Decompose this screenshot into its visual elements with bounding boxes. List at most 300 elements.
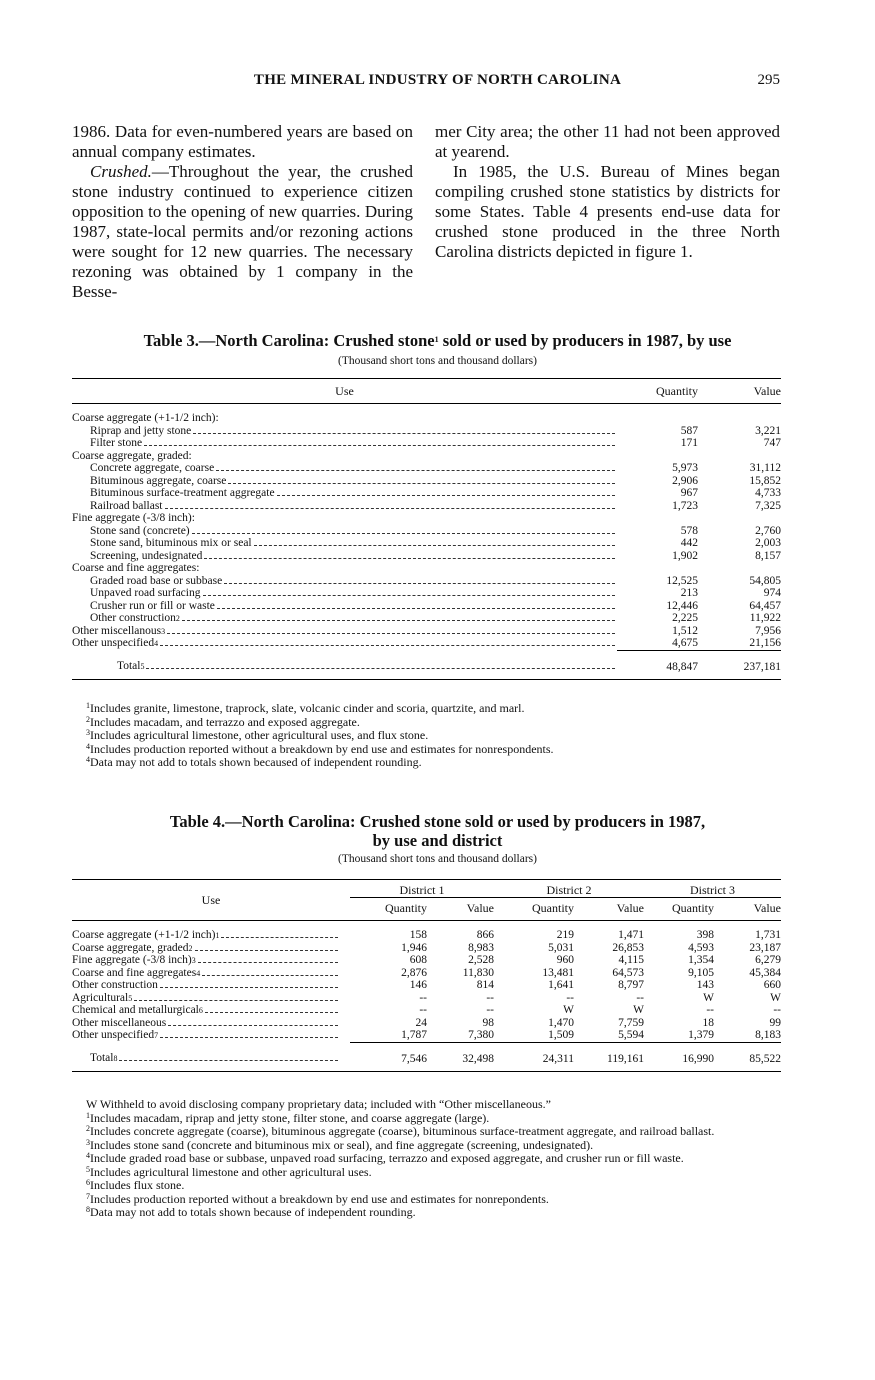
row-label-cell xyxy=(72,1042,350,1072)
dot-leader xyxy=(228,483,615,484)
value-cell: W xyxy=(633,1004,644,1016)
row-label-cell xyxy=(72,562,617,575)
row-label: Coarse and fine aggregates 4 xyxy=(72,967,340,980)
dot-leader xyxy=(204,558,615,559)
total-value-cell: 237,181 xyxy=(743,660,781,673)
table-row xyxy=(72,929,781,942)
dot-leader xyxy=(168,1025,338,1026)
footnote-text: Includes granite, limestone, traprock, slate, volcanic cinder and scoria, quartzite, and marl. xyxy=(90,701,525,715)
value-cell: 660 xyxy=(763,979,781,991)
total-value-cell: 32,498 xyxy=(462,1052,494,1065)
dot-leader xyxy=(195,950,338,951)
quantity-cell: W xyxy=(703,991,714,1004)
table3-body xyxy=(72,404,781,680)
row-label-cell xyxy=(72,550,617,563)
footnote-marker: 1 xyxy=(86,1110,90,1120)
table-row xyxy=(72,600,781,613)
row-label-cell xyxy=(72,412,617,425)
table4-title-line: Table 4.—North Carolina: Crushed stone sold or used by producers in 1987, xyxy=(169,812,706,831)
dot-leader xyxy=(144,445,615,446)
row-label: Coarse aggregate (+1-1/2 inch) 1 xyxy=(72,929,340,942)
quantity-cell: 12,525 xyxy=(666,574,698,587)
footnote-text: W Withheld to avoid disclosing company proprietary data; included with “Other miscellaneous.” xyxy=(86,1097,551,1111)
row-label xyxy=(90,475,617,488)
table3-subtitle: (Thousand short tons and thousand dollars) xyxy=(338,355,537,367)
footnote-marker: 2 xyxy=(86,714,90,724)
row-label-text: Bituminous surface-treatment aggregate xyxy=(90,487,275,499)
footnote-text: Include graded road base or subbase, unpaved road surfacing, terrazzo and exposed aggregate, and crusher run or fill waste. xyxy=(90,1151,684,1165)
table-row xyxy=(72,967,781,980)
table-row xyxy=(72,425,781,438)
value-cell: 45,384 xyxy=(749,966,781,979)
value-cell: 814 xyxy=(476,979,494,991)
table-row xyxy=(72,637,781,650)
dot-leader xyxy=(277,495,615,496)
value-cell: 1,471 xyxy=(618,929,644,941)
row-label-text: Stone sand (concrete) xyxy=(90,524,190,537)
total-quantity-cell: 7,546 xyxy=(401,1052,427,1065)
dot-leader xyxy=(146,668,615,669)
footnote xyxy=(72,756,781,770)
footnote-marker: 4 xyxy=(86,741,90,751)
column-header-use: Use xyxy=(201,892,221,907)
quantity-cell: 2,225 xyxy=(672,612,698,624)
dot-leader xyxy=(182,620,615,621)
footnote-marker: 6 xyxy=(86,1178,90,1187)
dot-leader xyxy=(167,633,615,634)
table-row xyxy=(72,979,781,992)
row-label-cell xyxy=(72,650,617,680)
body-paragraph xyxy=(72,162,413,302)
value-cell: -- xyxy=(773,1004,781,1016)
row-label xyxy=(90,487,617,500)
row-label-text: Agricultural xyxy=(72,991,129,1004)
row-label xyxy=(90,550,617,563)
district-header: District 2 xyxy=(494,880,644,898)
quantity-cell: 398 xyxy=(696,929,714,941)
value-cell: 11,922 xyxy=(749,612,781,624)
footnote-marker: 3 xyxy=(86,728,90,737)
footnote-text: Includes concrete aggregate (coarse), bituminous aggregate (coarse), bituminous surface-treatment aggregate, and railroad ballast. xyxy=(90,1124,715,1138)
quantity-cell: 4,593 xyxy=(688,941,714,954)
quantity-cell: 5,973 xyxy=(672,462,698,474)
district-header: District 3 xyxy=(644,880,781,898)
table-row xyxy=(72,1029,781,1042)
column-header-value: Value xyxy=(753,900,781,915)
row-label-cell xyxy=(72,967,350,980)
row-label-text: Coarse and fine aggregates: xyxy=(72,562,200,574)
total-value-cell: 85,522 xyxy=(749,1052,781,1065)
row-label xyxy=(90,437,617,450)
table4 xyxy=(72,879,781,1072)
table-row xyxy=(72,475,781,488)
row-label-text: Concrete aggregate, coarse xyxy=(90,462,215,474)
quantity-cell: 9,105 xyxy=(688,966,714,979)
value-cell: 8,183 xyxy=(714,1029,781,1042)
quantity-cell: 587 xyxy=(680,424,698,437)
footnote-text: Data may not add to totals shown becaused of independent rounding. xyxy=(90,755,422,769)
dot-leader xyxy=(205,1012,338,1013)
table4-title-line: by use and district xyxy=(372,831,503,850)
row-label-text: Coarse aggregate (+1-1/2 inch): xyxy=(72,412,219,424)
total-quantity-cell: 24,311 xyxy=(542,1052,574,1065)
row-label xyxy=(72,450,617,463)
table-row xyxy=(72,612,781,625)
spacer-row xyxy=(72,404,781,413)
quantity-cell: 1,509 xyxy=(494,1029,574,1042)
row-label-text: Other unspecified xyxy=(72,637,155,650)
value-cell: 31,112 xyxy=(749,462,781,474)
table-row xyxy=(72,992,781,1005)
quantity-cell: 219 xyxy=(556,929,574,941)
column-header-value: Value xyxy=(466,900,494,915)
value-cell xyxy=(698,450,781,463)
column-header-quantity: Quantity xyxy=(385,900,427,915)
dot-leader xyxy=(119,1060,338,1061)
quantity-cell: 143 xyxy=(696,979,714,991)
table-row xyxy=(72,537,781,550)
column-header-quantity: Quantity xyxy=(656,383,698,398)
row-label-text: Stone sand, bituminous mix or seal xyxy=(90,537,252,549)
quantity-cell xyxy=(617,412,698,425)
dot-leader xyxy=(193,433,615,434)
quantity-cell: 18 xyxy=(702,1016,714,1029)
footnote-text: Includes stone sand (concrete and bituminous mix or seal), and fine aggregate (screening, undesignated). xyxy=(90,1137,594,1152)
quantity-cell: 442 xyxy=(680,537,698,549)
row-label-text: Filter stone xyxy=(90,437,143,449)
row-label-cell xyxy=(72,612,617,625)
footnote xyxy=(72,729,781,743)
row-label-text: Screening, undesignated xyxy=(90,549,203,562)
table4-footnotes xyxy=(72,1098,781,1220)
quantity-cell: 213 xyxy=(680,587,698,599)
body-left-column xyxy=(72,122,413,302)
quantity-cell: 1,787 xyxy=(350,1029,427,1042)
row-label: Other unspecified 7 xyxy=(72,1029,340,1042)
dot-leader xyxy=(160,987,338,988)
footnote-marker: 7 xyxy=(86,1191,90,1201)
value-cell: -- xyxy=(486,1004,494,1016)
row-label xyxy=(72,562,617,575)
quantity-cell: 146 xyxy=(409,979,427,991)
value-cell: -- xyxy=(486,991,494,1004)
quantity-cell: 967 xyxy=(680,487,698,499)
value-cell xyxy=(698,412,781,425)
row-label-cell xyxy=(72,525,617,538)
value-cell: 2,003 xyxy=(755,537,781,549)
row-label-text: Coarse and fine aggregates xyxy=(72,966,197,979)
value-cell: 98 xyxy=(482,1016,494,1029)
row-label-text: Unpaved road surfacing xyxy=(90,587,201,599)
quantity-cell: 171 xyxy=(680,437,698,449)
footnote xyxy=(72,1098,781,1112)
table4-title xyxy=(0,812,875,850)
value-cell: 54,805 xyxy=(749,574,781,587)
row-label-cell xyxy=(72,1029,350,1042)
footnote-text: Includes agricultural limestone and other agricultural uses. xyxy=(90,1164,372,1179)
dot-leader xyxy=(203,595,616,596)
value-cell: 8,983 xyxy=(468,941,494,954)
footnote-marker: 1 xyxy=(86,701,90,710)
run-in-heading: Crushed. xyxy=(90,162,152,181)
table3-title-text: sold or used by producers in 1987, by use xyxy=(438,331,732,350)
column-header-quantity: Quantity xyxy=(672,900,714,915)
table-row xyxy=(72,550,781,563)
row-label-cell xyxy=(72,929,350,942)
quantity-cell: 578 xyxy=(680,524,698,537)
footnote xyxy=(72,743,781,757)
total-quantity-cell: 48,847 xyxy=(666,660,698,673)
row-label-cell xyxy=(72,450,617,463)
row-label-text: Chemical and metallurgical xyxy=(72,1004,199,1016)
dot-leader xyxy=(192,533,615,534)
body-paragraph: In 1985, the U.S. Bureau of Mines began compiling crushed stone statistics by districts for some States. Table 4 presents end-use data for crushed stone produced in the three North Carolina districts depicted in figure 1. xyxy=(435,162,780,261)
row-label-cell xyxy=(72,1004,350,1017)
row-label-cell xyxy=(72,437,617,450)
row-label-text: Coarse aggregate, graded: xyxy=(72,449,192,462)
value-cell: 6,279 xyxy=(755,954,781,966)
quantity-cell xyxy=(617,450,698,463)
row-label-cell xyxy=(72,942,350,955)
quantity-cell: W xyxy=(563,1004,574,1016)
quantity-cell: 13,481 xyxy=(542,966,574,979)
value-cell: 1,731 xyxy=(755,929,781,941)
row-label xyxy=(72,1017,340,1030)
footnote-marker: 3 xyxy=(86,1137,90,1147)
footnote-marker: 2 xyxy=(86,1124,90,1133)
quantity-cell: -- xyxy=(419,991,427,1004)
row-label-cell xyxy=(72,500,617,513)
table3 xyxy=(72,378,781,680)
total-quantity-cell: 16,990 xyxy=(682,1052,714,1065)
value-cell xyxy=(698,562,781,575)
quantity-cell: 2,876 xyxy=(401,966,427,979)
table-row xyxy=(72,575,781,588)
row-label: Agricultural 5 xyxy=(72,992,340,1005)
row-label xyxy=(90,537,617,550)
value-cell: 7,380 xyxy=(427,1029,494,1042)
table-row xyxy=(72,942,781,955)
quantity-cell: 2,906 xyxy=(672,474,698,487)
row-label-cell xyxy=(72,625,617,638)
row-label xyxy=(90,425,617,438)
row-label-text: Crusher run or fill or waste xyxy=(90,599,215,612)
row-label-text: Other unspecified xyxy=(72,1029,155,1042)
quantity-cell: 12,446 xyxy=(666,599,698,612)
column-header-value: Value xyxy=(616,900,644,915)
quantity-cell: 1,723 xyxy=(672,499,698,512)
quantity-cell: 608 xyxy=(409,954,427,966)
row-label-cell xyxy=(72,425,617,438)
row-label: Chemical and metallurgical 6 xyxy=(72,1004,340,1017)
dot-leader xyxy=(254,545,615,546)
row-label xyxy=(90,525,617,538)
footnote xyxy=(72,1125,781,1139)
quantity-cell: 1,902 xyxy=(672,549,698,562)
table4-body xyxy=(72,921,781,1072)
row-label: Other miscellanous 3 xyxy=(72,625,617,638)
row-label-text: Total xyxy=(90,1052,114,1065)
dot-leader xyxy=(160,645,615,646)
footnote xyxy=(72,702,781,716)
table-row xyxy=(72,1017,781,1030)
dot-leader xyxy=(165,508,616,509)
table3-title xyxy=(0,331,875,350)
value-cell: 2,528 xyxy=(468,954,494,966)
row-label-cell xyxy=(72,979,350,992)
footnote-marker: 8 xyxy=(86,1205,90,1214)
row-label xyxy=(72,412,617,425)
row-label-text: Other construction xyxy=(72,979,158,991)
table-row xyxy=(72,954,781,967)
footnote-text: Includes macadam, and terrazzo and exposed aggregate. xyxy=(90,714,360,729)
row-label-text: Fine aggregate (-3/8 inch) xyxy=(72,954,192,966)
quantity-cell: 5,031 xyxy=(548,941,574,954)
row-label-text: Total xyxy=(117,660,141,673)
quantity-cell: -- xyxy=(419,1004,427,1016)
row-label-text: Other miscellanous xyxy=(72,624,162,637)
footnote xyxy=(72,716,781,730)
value-cell: -- xyxy=(636,991,644,1004)
row-label-text: Coarse aggregate (+1-1/2 inch) xyxy=(72,929,216,941)
value-cell: 11,830 xyxy=(462,966,494,979)
value-cell: 4,733 xyxy=(755,487,781,499)
table-row xyxy=(72,625,781,638)
quantity-cell: 960 xyxy=(556,954,574,966)
quantity-cell: 1,946 xyxy=(401,941,427,954)
row-label-cell xyxy=(72,487,617,500)
spacer-row xyxy=(72,921,781,930)
footnote-marker: 1 xyxy=(434,335,439,344)
row-label-text: Other miscellaneous xyxy=(72,1016,167,1029)
row-label-text: Other construction xyxy=(90,612,176,624)
footnote-marker: 4 xyxy=(86,755,90,764)
total-value-cell: 119,161 xyxy=(607,1052,644,1065)
row-label-cell xyxy=(72,462,617,475)
row-label-cell xyxy=(72,637,617,650)
value-cell: 64,457 xyxy=(749,599,781,612)
value-cell: 5,594 xyxy=(574,1029,644,1042)
footnote xyxy=(72,1139,781,1153)
table-row xyxy=(72,587,781,600)
quantity-cell: 1,470 xyxy=(548,1016,574,1029)
row-label-text: Coarse aggregate, graded xyxy=(72,941,189,954)
quantity-cell xyxy=(617,512,698,525)
row-label-cell xyxy=(72,992,350,1005)
table-row xyxy=(72,562,781,575)
value-cell: 64,573 xyxy=(612,966,644,979)
row-label: Fine aggregate (-3/8 inch) 3 xyxy=(72,954,340,967)
row-label-cell xyxy=(72,475,617,488)
table-row xyxy=(72,525,781,538)
column-header-use: Use xyxy=(335,383,354,398)
quantity-cell: 158 xyxy=(409,929,427,941)
footnote-text: Includes flux stone. xyxy=(90,1178,185,1192)
value-cell: 747 xyxy=(763,437,781,449)
table-row xyxy=(72,437,781,450)
district-header: District 1 xyxy=(350,880,494,898)
row-label-text: Riprap and jetty stone xyxy=(90,424,192,437)
value-cell: 26,853 xyxy=(612,941,644,954)
value-cell: 2,760 xyxy=(755,524,781,537)
quantity-cell: 1,354 xyxy=(688,954,714,966)
value-cell: 7,956 xyxy=(755,624,781,637)
row-label xyxy=(72,979,340,992)
row-label-cell xyxy=(72,537,617,550)
value-cell: 7,759 xyxy=(618,1016,644,1029)
dot-leader xyxy=(198,962,338,963)
footnote xyxy=(72,1152,781,1166)
footnote-text: Includes production reported without a breakdown by end use and estimates for nonrespondents. xyxy=(90,741,554,756)
value-cell: 99 xyxy=(769,1016,781,1029)
footnote xyxy=(72,1112,781,1126)
footnote-text: Data may not add to totals shown because of independent rounding. xyxy=(90,1205,416,1219)
footnote xyxy=(72,1166,781,1180)
row-label-text: Fine aggregate (-3/8 inch): xyxy=(72,512,195,524)
dot-leader xyxy=(217,608,615,609)
row-label-cell xyxy=(72,1017,350,1030)
footnote-text: Includes agricultural limestone, other agricultural uses, and flux stone. xyxy=(90,728,429,742)
row-label: Total 5 xyxy=(117,660,617,673)
row-label xyxy=(72,512,617,525)
row-label: Other unspecified 4 xyxy=(72,637,617,650)
table3-footnotes xyxy=(72,702,781,770)
quantity-cell: 1,641 xyxy=(548,979,574,991)
row-label-text: Bituminous aggregate, coarse xyxy=(90,474,227,487)
footnote-text: Includes macadam, riprap and jetty stone, filter stone, and coarse aggregate (large). xyxy=(90,1110,490,1125)
row-label xyxy=(90,462,617,475)
row-label xyxy=(90,600,617,613)
footnote-marker: 4 xyxy=(86,1151,90,1160)
table3-title-text: Table 3.—North Carolina: Crushed stone xyxy=(143,331,435,350)
value-cell: 974 xyxy=(763,587,781,599)
column-header-value: Value xyxy=(753,383,781,398)
row-label: Total 8 xyxy=(90,1052,340,1065)
value-cell: 4,115 xyxy=(618,954,644,966)
dot-leader xyxy=(221,937,338,938)
dot-leader xyxy=(134,1000,338,1001)
value-cell: 8,797 xyxy=(618,979,644,991)
table4-subtitle: (Thousand short tons and thousand dollars) xyxy=(338,853,537,865)
column-header-quantity: Quantity xyxy=(532,900,574,915)
running-header-title: THE MINERAL INDUSTRY OF NORTH CAROLINA xyxy=(253,72,622,88)
table-row xyxy=(72,462,781,475)
footnote-marker: 5 xyxy=(86,1164,90,1174)
row-label xyxy=(90,587,617,600)
dot-leader xyxy=(216,470,615,471)
footnote xyxy=(72,1206,781,1220)
value-cell xyxy=(698,512,781,525)
row-label-cell xyxy=(72,587,617,600)
table-row xyxy=(72,487,781,500)
body-paragraph: mer City area; the other 11 had not been approved at yearend. xyxy=(435,122,780,161)
row-label xyxy=(90,575,617,588)
page-number: 295 xyxy=(757,72,780,88)
row-label-cell xyxy=(72,600,617,613)
row-label-cell xyxy=(72,954,350,967)
table-row xyxy=(72,1004,781,1017)
dot-leader xyxy=(202,975,338,976)
row-label: Other construction 2 xyxy=(90,612,617,625)
value-cell: 866 xyxy=(476,929,494,941)
dot-leader xyxy=(224,583,615,584)
value-cell: 3,221 xyxy=(755,424,781,437)
row-label-cell xyxy=(72,512,617,525)
footnote xyxy=(72,1193,781,1207)
total-row xyxy=(72,650,781,680)
row-label xyxy=(90,500,617,513)
quantity-cell: 1,512 xyxy=(672,624,698,637)
